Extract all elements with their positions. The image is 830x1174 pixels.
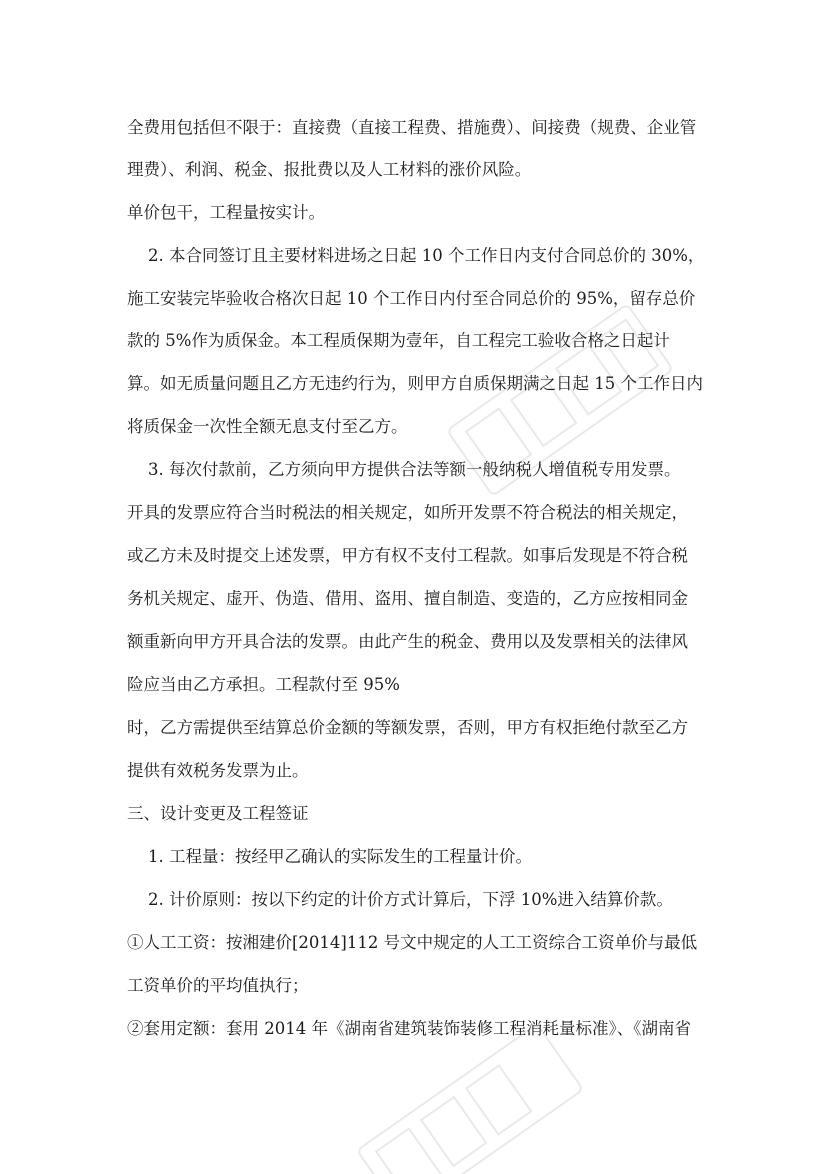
clause-3-line-7: 时，乙方需提供至结算总价金额的等额发票，否则，甲方有权拒绝付款至乙方 <box>127 718 688 737</box>
paragraph-line-2: 理费）、利润、税金、报批费以及人工材料的涨价风险。 <box>127 160 532 179</box>
clause-3-line-5: 额重新向甲方开具合法的发票。由此产生的税金、费用以及发票相关的法律风 <box>127 632 688 651</box>
clause-3-line-2: 开具的发票应符合当时税法的相关规定，如所开发票不符合税法的相关规定， <box>127 503 688 522</box>
clause-3-line-6: 险应当由乙方承担。工程款付至 95% <box>127 675 400 694</box>
section-item-2: 2. 计价原则：按以下约定的计价方式计算后，下浮 10%进入结算价款。 <box>148 890 673 909</box>
paragraph-line-1: 全费用包括但不限于：直接费（直接工程费、措施费）、间接费（规费、企业管 <box>127 118 697 137</box>
clause-3-line-4: 务机关规定、虚开、伪造、借用、盗用、擅自制造、变造的，乙方应按相同金 <box>127 589 688 608</box>
subitem-1-line-1: ①人工工资：按湘建价[2014]112 号文中规定的人工工资综合工资单价与最低 <box>127 933 698 952</box>
clause-3-line-8: 提供有效税务发票为止。 <box>127 761 309 780</box>
subitem-1-line-2: 工资单价的平均值执行； <box>127 976 309 995</box>
clause-3-line-1: 3. 每次付款前，乙方须向甲方提供合法等额一般纳税人增值税专用发票。 <box>148 460 681 479</box>
paragraph-line-3: 单价包干，工程量按实计。 <box>127 203 325 222</box>
clause-2-line-3: 款的 5%作为质保金。本工程质保期为壹年，自工程完工验收合格之日起计 <box>127 331 670 350</box>
section-heading: 三、设计变更及工程签证 <box>127 804 309 823</box>
clause-3-line-3: 或乙方未及时提交上述发票，甲方有权不支付工程款。如事后发现是不符合税 <box>127 546 688 565</box>
section-item-1: 1. 工程量：按经甲乙确认的实际发生的工程量计价。 <box>148 847 532 866</box>
clause-2-line-5: 将质保金一次性全额无息支付至乙方。 <box>127 417 408 436</box>
clause-2-line-4: 算。如无质量问题且乙方无违约行为，则甲方自质保期满之日起 15 个工作日内 <box>127 374 703 393</box>
subitem-2-line-1: ②套用定额：套用 2014 年《湖南省建筑装饰装修工程消耗量标准》、《湖南省 <box>127 1019 691 1038</box>
clause-2-line-1: 2. 本合同签订且主要材料进场之日起 10 个工作日内支付合同总价的 30%， <box>148 246 705 265</box>
clause-2-line-2: 施工安装完毕验收合格次日起 10 个工作日内付至合同总价的 95%，留存总价 <box>127 289 696 308</box>
